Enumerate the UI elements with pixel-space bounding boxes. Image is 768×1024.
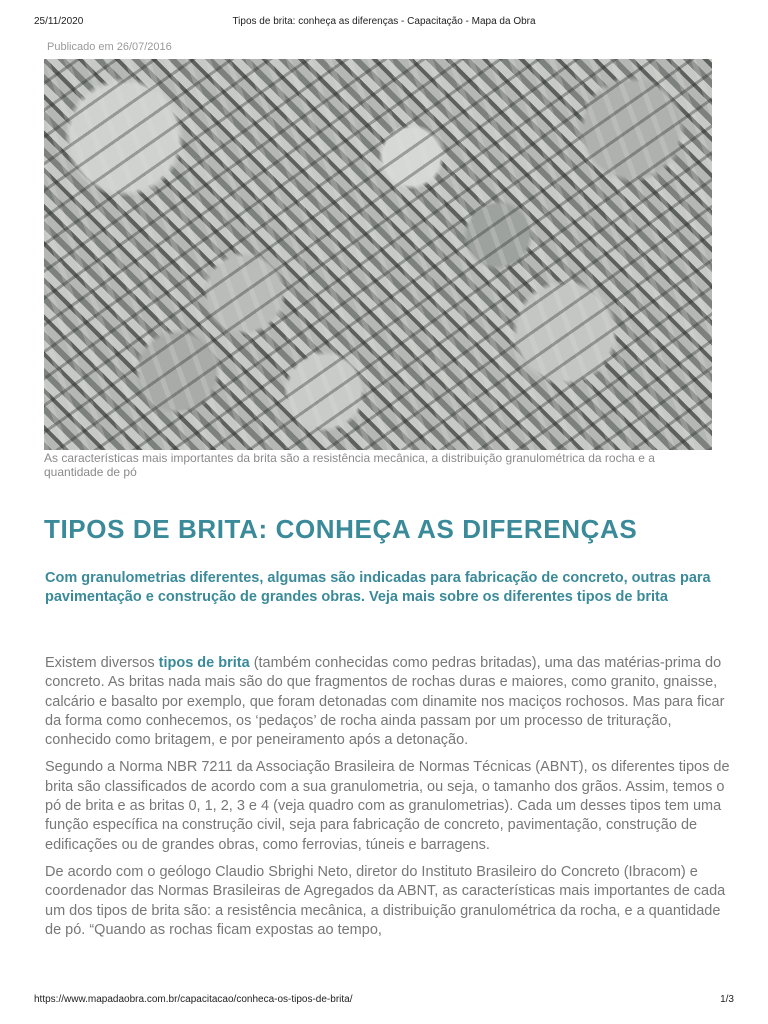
article-title: TIPOS DE BRITA: CONHEÇA AS DIFERENÇAS bbox=[44, 514, 638, 544]
image-caption: As características mais importantes da brita são a resistência mecânica, a distribuição granulométrica da rocha e a quantidade de pó bbox=[44, 451, 655, 479]
article-subtitle: Com granulometrias diferentes, algumas são indicadas para fabricação de concreto, outras para pavimentação e construção de grandes obras. Veja mais sobre os diferentes tipos de brita bbox=[45, 570, 711, 605]
print-date: 25/11/2020 bbox=[34, 16, 84, 27]
article-image bbox=[44, 59, 712, 450]
page-url: https://www.mapadaobra.com.br/capacitacao/conheca-os-tipos-de-brita/ bbox=[34, 994, 353, 1005]
tipos-de-brita-link[interactable]: tipos de brita bbox=[158, 655, 250, 671]
print-footer bbox=[34, 994, 734, 1008]
article-body bbox=[45, 654, 730, 948]
paragraph-text: (também conhecidas como pedras britadas), uma das matérias-prima do concreto. As britas nada mais são do que fragmentos de rochas duras e maiores, como granito, gnaisse, calcário e basalto por exemplo, que foram detonadas com dinamite nos maciços rochosos. Mas para ficar da forma como conhecemos, os ‘pedaços’ de rocha ainda passam por um processo de trituração, conhecido como britagem, e por peneiramento após a detonação. bbox=[45, 655, 725, 749]
article-paragraph-1 bbox=[45, 654, 730, 750]
article-paragraph-3: De acordo com o geólogo Claudio Sbrighi Neto, diretor do Instituto Brasileiro do Concreto (Ibracom) e coordenador das Normas Brasileiras de Agregados da ABNT, as características mais importantes de cada um dos tipos de brita são: a resistência mecânica, a distribuição granulométrica da rocha, e a quantidade de pó. “Quando as rochas ficam expostas ao tempo, bbox=[45, 863, 726, 938]
article-paragraph-2: Segundo a Norma NBR 7211 da Associação Brasileira de Normas Técnicas (ABNT), os diferentes tipos de brita são classificados de acordo com a sua granulometria, ou seja, o tamanho dos grãos. Assim, temos o pó de brita e as britas 0, 1, 2, 3 e 4 (veja quadro com as granulometrias). Cada um desses tipos tem uma função específica na construção civil, seja para fabricação de concreto, pavimentação, construção de edificações ou de grandes obras, como ferrovias, túneis e barragens. bbox=[45, 759, 730, 853]
paragraph-text: Existem diversos bbox=[45, 655, 159, 671]
print-page-title: Tipos de brita: conheça as diferenças - Capacitação - Mapa da Obra bbox=[232, 16, 536, 27]
page-number: 1/3 bbox=[720, 994, 734, 1005]
print-header bbox=[34, 16, 734, 30]
publish-date: Publicado em 26/07/2016 bbox=[47, 41, 172, 53]
